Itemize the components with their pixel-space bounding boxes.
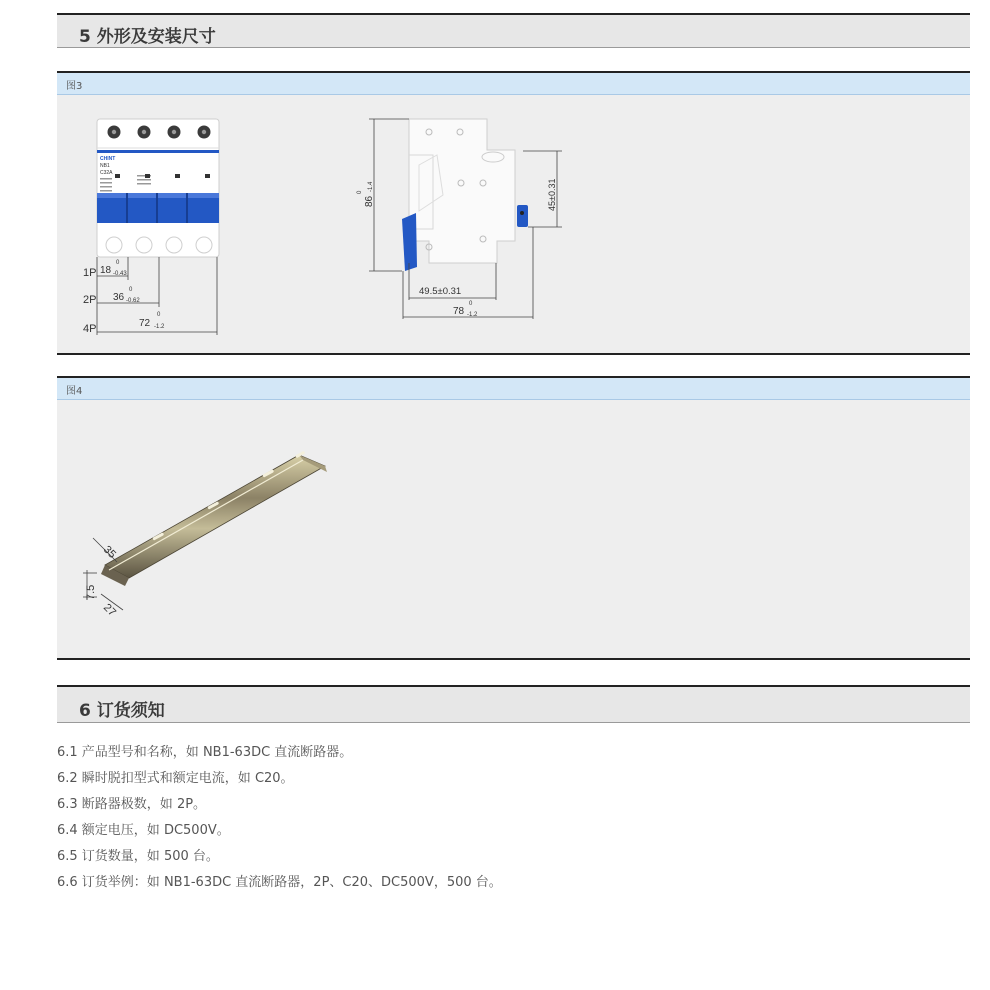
dim-78: 78: [453, 306, 465, 317]
rail-dim-27: 27: [100, 601, 119, 619]
dim-18-tol-bot: -0.43: [113, 271, 127, 277]
breaker-side-view: [357, 119, 562, 319]
pole-2p-label: 2P: [83, 294, 97, 306]
toggle-handle: [97, 193, 219, 223]
section-6-header: [57, 685, 970, 723]
dim-72-tol-top: 0: [157, 312, 161, 318]
brand-label: CHINT: [100, 156, 116, 162]
breaker-front-view: [83, 119, 219, 335]
pole-1p-label: 1P: [83, 267, 97, 279]
figure-4-body: [57, 400, 970, 658]
dim-49-5: 49.5±0.31: [419, 286, 462, 297]
section-5-title: 5 外形及安装尺寸: [79, 27, 216, 47]
figure-3-label-bar: [57, 73, 970, 95]
rating-label: C32A: [100, 170, 113, 176]
figure-4-panel: [57, 376, 970, 660]
dim-72: 72: [139, 318, 151, 329]
order-info-list: [57, 740, 502, 896]
side-handle: [402, 213, 417, 271]
model-label: NB1: [100, 163, 110, 169]
figure-4-label-bar: [57, 378, 970, 400]
dim-18: 18: [100, 265, 112, 276]
figure-3-drawing: [57, 95, 970, 353]
rail-dim-7-5: 7.5: [85, 584, 97, 600]
dim-36: 36: [113, 292, 125, 303]
dim-86-tol-top: 0: [357, 190, 363, 194]
pole-4p-label: 4P: [83, 323, 97, 335]
figure-4-label: 图4: [66, 386, 83, 397]
list-item: 6.4 额定电压，如 DC500V。: [57, 823, 230, 838]
list-item: 6.1 产品型号和名称，如 NB1-63DC 直流断路器。: [57, 745, 353, 760]
list-item: 6.3 断路器极数，如 2P。: [57, 797, 207, 812]
figure-3-body: [57, 95, 970, 353]
dim-18-tol-top: 0: [116, 260, 120, 266]
list-item: 6.6 订货举例：如 NB1-63DC 直流断路器，2P、C20、DC500V，500 台。: [57, 875, 502, 890]
din-rail: [101, 451, 327, 586]
rail-dim-35: 35: [100, 543, 119, 561]
figure-4-drawing: [57, 400, 970, 658]
dim-45: 45±0.31: [547, 178, 557, 211]
dim-72-tol-bot: -1.2: [154, 324, 165, 330]
list-item: 6.5 订货数量，如 500 台。: [57, 849, 219, 864]
dim-36-tol-bot: -0.62: [126, 298, 140, 304]
dim-78-tol-top: 0: [469, 301, 473, 307]
figure-3-label: 图3: [66, 81, 83, 92]
dim-86: 86: [364, 195, 375, 207]
dim-78-tol-bot: -1.2: [467, 312, 478, 318]
side-lever: [517, 205, 528, 227]
figure-3-panel: [57, 71, 970, 355]
dim-86-tol-bot: -1.4: [368, 181, 374, 192]
section-6-title: 6 订货须知: [79, 701, 165, 721]
list-item: 6.2 瞬时脱扣型式和额定电流，如 C20。: [57, 771, 294, 786]
dim-36-tol-top: 0: [129, 287, 133, 293]
section-5-header: [57, 13, 970, 48]
